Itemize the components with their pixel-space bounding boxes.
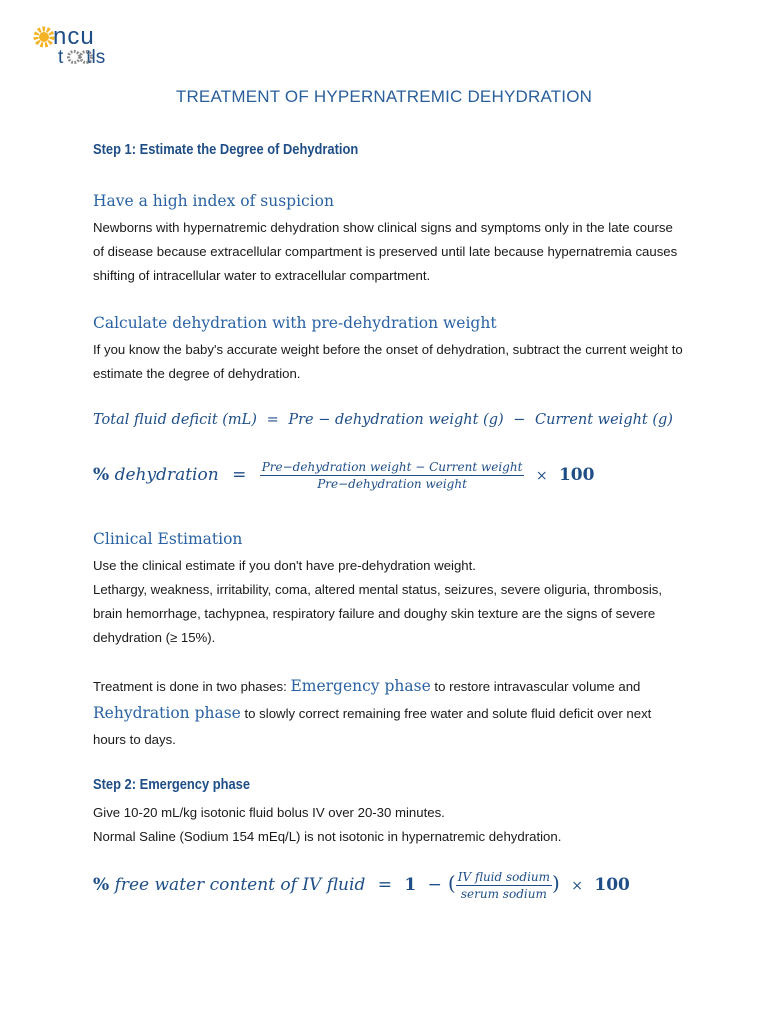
percent-dehydration-equation: % dehydration = $\frac{\text{Pre−dehydration weight − Current weight}}{\text{Pre−dehydration weight}}$ × 100	[93, 460, 595, 491]
step2-heading: Step 2: Emergency phase	[93, 776, 251, 793]
emergency-paragraph: Give 10-20 mL/kg isotonic fluid bolus IV over 20-30 minutes. Normal Saline (Sodium 154 mEq/L) is not isotonic in hypernatremic dehydration.	[93, 805, 562, 844]
emergency-phase-label: Emergency phase	[290, 677, 431, 695]
phases-paragraph: Treatment is done in two phases: Emergency phase to restore intravascular volume and Rehydration phase to slowly correct remaining free water and solute fluid deficit over next hours to days.	[93, 677, 652, 747]
suspicion-paragraph: Newborns with hypernatremic dehydration show clinical signs and symptoms only in the late course of disease because extracellular compartment is preserved until late because hypernatremia causes shifting of intracellular water to extracellular compartment.	[93, 220, 678, 283]
logo-tools-text: t tls	[58, 47, 106, 68]
sncu-tools-logo	[32, 20, 132, 68]
free-water-equation: % free water content of IV fluid = 1 − ( $\frac{\text{IV fluid sodium}}{\text{serum sodium}}$ ) × 100	[93, 870, 630, 901]
clinical-heading: Clinical Estimation	[93, 530, 243, 548]
total-fluid-deficit-equation: Total fluid deficit (mL) = Pre − dehydration weight (g) − Current weight (g)	[93, 412, 673, 428]
calc-paragraph: If you know the baby's accurate weight before the onset of dehydration, subtract the current weight to estimate the degree of dehydration.	[93, 342, 683, 381]
sun-gear-icon	[36, 29, 52, 45]
step1-heading: Step 1: Estimate the Degree of Dehydration	[93, 141, 359, 158]
dehydration-fraction: $\frac{\text{Pre−dehydration weight − Current weight}}{\text{Pre−dehydration weight}}$	[261, 460, 523, 491]
suspicion-heading: Have a high index of suspicion	[93, 192, 334, 210]
sodium-fraction: $\frac{\text{IV fluid sodium}}{\text{serum sodium}}$	[457, 870, 551, 901]
clinical-paragraph: Use the clinical estimate if you don't have pre-dehydration weight. Lethargy, weakness, irritability, coma, altered mental status, seizures, severe oliguria, thrombosis, brain hemorrhage, tachypnea, respiratory failure and doughy skin texture are the signs of severe dehydration (≥ 15%).	[93, 558, 663, 645]
rehydration-phase-label: Rehydration phase	[93, 704, 241, 722]
logo-graphic	[32, 20, 132, 68]
page-title: TREATMENT OF HYPERNATREMIC DEHYDRATION	[175, 87, 593, 106]
svg-text:ncu: ncu	[53, 23, 95, 50]
calc-heading: Calculate dehydration with pre-dehydration weight	[93, 314, 497, 332]
